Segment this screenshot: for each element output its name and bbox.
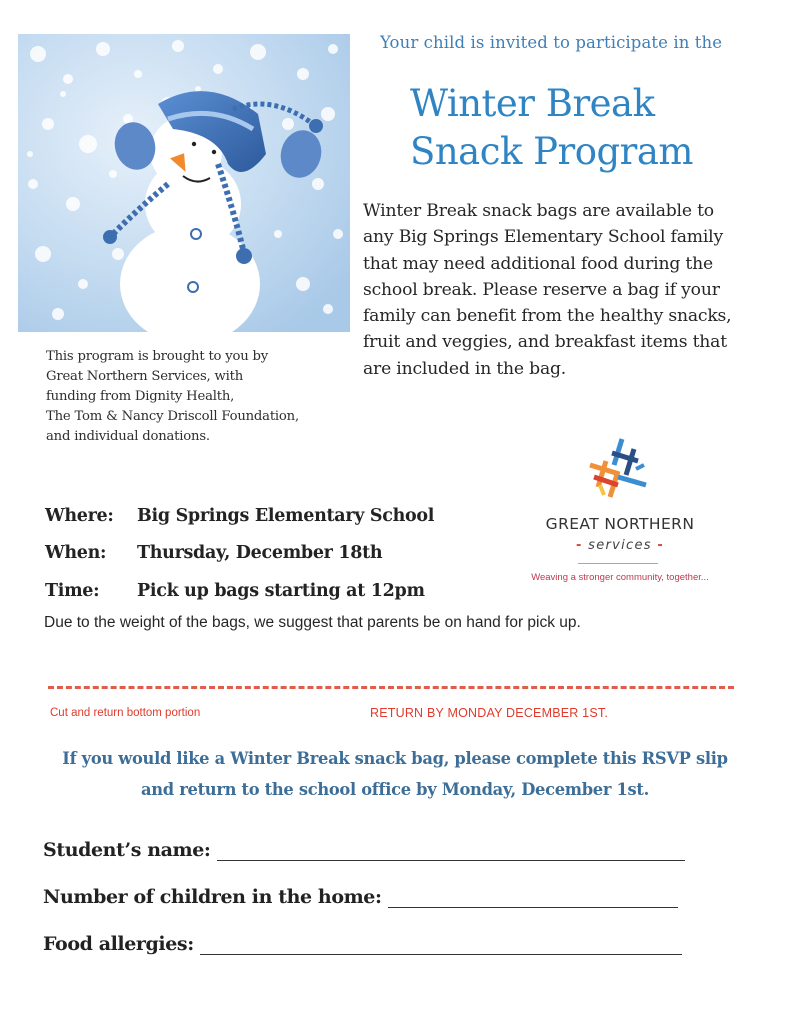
detail-label: Time: <box>45 580 100 601</box>
logo-subtitle <box>520 538 720 553</box>
rsvp-line: If you would like a Winter Break snack bag, please complete this RSVP slip <box>62 749 728 768</box>
sponsor-line: The Tom & Nancy Driscoll Foundation, <box>46 409 299 424</box>
page-title <box>410 80 693 176</box>
logo-divider <box>578 563 658 564</box>
rsvp-form <box>43 814 685 955</box>
sponsor-line: and individual donations. <box>46 429 210 444</box>
cut-line-divider <box>48 686 734 689</box>
sponsor-credits <box>46 347 336 447</box>
logo-subtitle-text: services <box>588 538 652 553</box>
title-line-2: Snack Program <box>410 130 694 173</box>
food-allergies-label: Food allergies: <box>43 933 194 955</box>
sponsor-line: Great Northern Services, with <box>46 369 244 384</box>
food-allergies-row <box>43 908 685 955</box>
food-allergies-field[interactable] <box>200 935 682 955</box>
children-count-label: Number of children in the home: <box>43 886 382 908</box>
great-northern-logo <box>520 435 720 595</box>
sponsor-line: This program is brought to you by <box>46 349 269 364</box>
children-count-row <box>43 861 685 908</box>
logo-tagline: Weaving a stronger community, together... <box>531 572 709 583</box>
student-name-field[interactable] <box>217 841 685 861</box>
weave-logo-icon <box>582 435 652 503</box>
rsvp-line: and return to the school office by Monday, December 1st. <box>141 780 649 799</box>
detail-time <box>45 572 434 610</box>
detail-label: Where: <box>45 505 114 526</box>
snowman-illustration <box>18 34 350 332</box>
logo-dash-right: - <box>657 538 665 553</box>
detail-where <box>45 497 434 535</box>
detail-when <box>45 535 434 573</box>
cut-instruction: Cut and return bottom portion <box>50 707 201 719</box>
description-line: family can benefit from the healthy snacks, <box>363 306 732 327</box>
pickup-note: Due to the weight of the bags, we suggest that parents be on hand for pick up. <box>44 614 581 631</box>
description-line: school break. Please reserve a bag if your <box>363 279 720 300</box>
description-line: any Big Springs Elementary School family <box>363 227 723 248</box>
description-line: Winter Break snack bags are available to <box>363 201 714 221</box>
sponsor-line: funding from Dignity Health, <box>46 389 235 404</box>
event-details <box>45 497 434 610</box>
detail-label: When: <box>45 543 107 564</box>
invite-line: Your child is invited to participate in the <box>380 33 723 52</box>
return-deadline: RETURN BY MONDAY DECEMBER 1ST. <box>370 706 608 720</box>
detail-value: Thursday, December 18th <box>137 543 383 564</box>
program-description <box>363 198 763 382</box>
description-line: fruit and veggies, and breakfast items that <box>363 332 727 353</box>
student-name-row <box>43 814 685 861</box>
logo-dash-left: - <box>575 538 583 553</box>
description-line: are included in the bag. <box>363 358 567 379</box>
description-line: that may need additional food during the <box>363 253 713 274</box>
logo-name: GREAT NORTHERN <box>545 515 695 533</box>
student-name-label: Student’s name: <box>43 839 211 861</box>
detail-value: Pick up bags starting at 12pm <box>137 580 425 601</box>
title-line-1: Winter Break <box>410 82 655 125</box>
detail-value: Big Springs Elementary School <box>137 505 435 526</box>
children-count-field[interactable] <box>388 888 678 908</box>
rsvp-instructions <box>30 743 760 805</box>
